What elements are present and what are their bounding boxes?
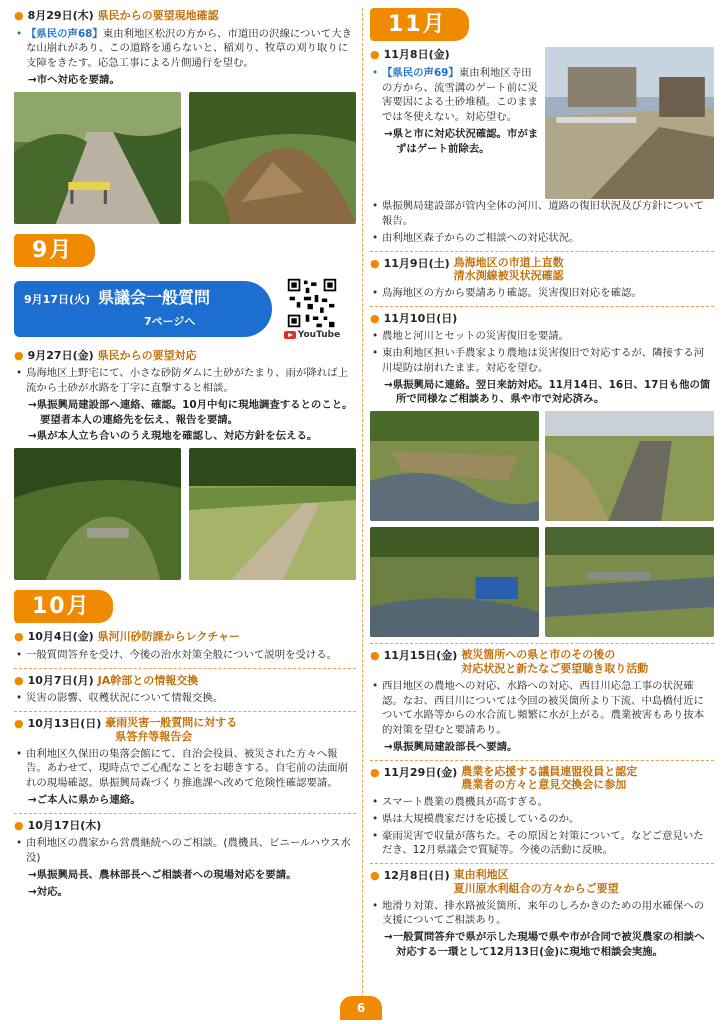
response-text: →県振興局に連絡。翌日来訪対応。11月14日、16日、17日も他の箇所で同様なご相談あり、県や市で対応済み。 [384, 378, 711, 406]
collapsed-slope-photo [189, 92, 356, 224]
river-bank-photo-1 [370, 411, 539, 521]
section-date: 9月27日(金) [27, 348, 94, 362]
section-date: 10月13日(日) [27, 717, 102, 731]
list-item: • 鳥海地区上野宅にて、小さな砂防ダムに土砂がたまり、雨が降れば上流から土砂が水路を丁字に直撃すると相談。 [14, 366, 356, 396]
section-date: 11月15日(金) [383, 649, 458, 663]
left-column [14, 8, 356, 901]
sabo-dam-photo [14, 448, 181, 580]
section-title: JA幹部との情報交換 [97, 673, 199, 687]
nov8-block [370, 47, 714, 199]
section-date: 8月29日(木) [27, 9, 94, 22]
response-text: →県振興局長、農林部長へご相談者への現場対応を要請。 [28, 868, 297, 881]
section-date: 10月7日(月) [27, 673, 94, 687]
bullet-dot-icon: ● [14, 818, 24, 832]
list-item: • 西目地区の農地への対応、水路への対応、西目川応急工事の状況確認。なお、西目川については今回の被災箇所より下流、中島橋付近について水路等からの水合流し頻繁に水が上がる。農業被害もあり抜本的対策を望むと要請あり。 [370, 679, 714, 738]
section-header-nov10 [370, 311, 714, 327]
photo-grid [370, 411, 714, 637]
list-item: • 由利地区久保田の集落会館にて、自治会役員、被災された方々へ報告。あわせて、現時点でご心配なことをお聴きする。自宅前の法面崩れの現場確認。県振興局森づくり推進課へ改めて危険性確認要請。 [14, 747, 356, 791]
section-title: 県民からの要望現地確認 [97, 9, 219, 22]
banner-page-ref: 7ページへ [144, 315, 196, 328]
list-item: • 一般質問答弁を受け、今後の治水対策全般について説明を受ける。 [14, 648, 356, 663]
field-road-photo [189, 448, 356, 580]
gate-sediment-photo [545, 47, 714, 199]
divider [370, 760, 714, 761]
section-title [461, 765, 637, 793]
response-text: →県振興局建設部へ連絡、確認。10月中旬に現地調査するとのこと。要望者本人の連絡先を伝え、報告を要請。 [28, 398, 353, 426]
list-item: • 由利地区の農家から営農継続へのご相談。(農機具、ビニールハウス水没) [14, 836, 356, 866]
list-item: • スマート農業の農機具が高すぎる。 [370, 795, 714, 810]
bullet-dot-icon: ● [370, 256, 380, 270]
landslide-road-photo [14, 92, 181, 224]
section-title [454, 868, 619, 896]
response-text: →対応。 [28, 885, 68, 898]
section-date: 12月8日(日) [383, 869, 450, 883]
section-header-nov8 [370, 47, 539, 63]
column-divider [362, 8, 363, 1008]
river-bank-photo-2 [545, 411, 714, 521]
bullet-dot-icon: ● [14, 9, 24, 22]
response-text: →ご本人に県から連絡。 [28, 793, 141, 806]
right-column [370, 8, 714, 962]
title-line: 対応状況と新たなご要望聴き取り活動 [461, 661, 649, 675]
photo-row [14, 92, 356, 224]
item-text: 東由利地区寺田の方から、流雪溝のゲート前に災害要因による土砂堆積。このままでは冬使えない。対応望む。 [382, 66, 538, 124]
page-number: 6 [340, 996, 382, 1020]
assembly-link-button[interactable] [14, 281, 272, 337]
month-header-oct [14, 586, 356, 629]
list-item: • 災害の影響、収穫状況について情報交換。 [14, 691, 356, 706]
bullet-dot-icon: ● [14, 630, 24, 644]
item-text: 東由利地区松沢の方から、市道田の沢線について大きな山崩れがあり、この道路を通らないと、稲刈り、牧草の刈り取りに支障をきたす。応急工事による片側通行を望む。 [26, 27, 352, 70]
title-line: 県答弁等報告会 [115, 729, 193, 743]
section-header-oct17 [14, 818, 356, 834]
month-label: 11月 [370, 8, 469, 41]
title-line: 豪雨災害一般質問に対する [105, 716, 238, 730]
response-text: →県が本人立ち合いのうえ現地を確認し、対応方針を伝える。 [28, 430, 318, 443]
section-title [105, 716, 237, 744]
section-title: 県河川砂防課からレクチャー [97, 630, 241, 644]
section-date: 11月8日(金) [383, 48, 450, 62]
bullet-dot-icon: ● [370, 765, 380, 779]
bullet-dot-icon: ● [370, 311, 380, 325]
youtube-label: YouTube [297, 329, 341, 340]
title-line: 農業者の方々と意見交換会に参加 [461, 778, 627, 792]
month-label: 10月 [14, 590, 113, 623]
section-date: 10月4日(金) [27, 630, 94, 644]
section-header-aug29 [14, 8, 356, 24]
section-date: 11月29日(金) [383, 765, 458, 779]
citizen-voice-tag: 【県民の声69】 [382, 66, 459, 79]
month-header-sep [14, 230, 356, 273]
list-item: • 豪雨災害で収量が落ちた。その原因と対策について。などご意見いただき、12月県議会で質疑等。今後の活動に反映。 [370, 829, 714, 859]
list-item: • 県は大規模農家だけを応援しているのか。 [370, 812, 714, 827]
title-line: 鳥海地区の市道上直数 [453, 255, 564, 269]
divider [14, 711, 356, 712]
section-header-oct13 [14, 716, 356, 744]
divider [370, 306, 714, 307]
list-item: • 農地と河川とセットの災害復旧を要請。 [370, 329, 714, 344]
bullet-dot-icon: ● [370, 869, 380, 883]
month-label: 9月 [14, 234, 95, 267]
citizen-voice-tag: 【県民の声68】 [26, 27, 103, 40]
divider [370, 863, 714, 864]
section-title: 県民からの要望対応 [97, 348, 197, 362]
river-bank-photo-3 [370, 527, 539, 637]
section-header-dec8 [370, 868, 714, 896]
title-line: 東由利地区 [453, 868, 509, 882]
response-text: →一般質問答弁で県が示した現場で県や市が合同で被災農家の相談へ対応する一環として12月13日(金)に現地で相談会実施。 [384, 931, 705, 958]
list-item: • 県振興局建設部が管内全体の河川、道路の復旧状況及び方針について報告。 [370, 199, 714, 229]
section-header-oct4 [14, 629, 356, 645]
section-header-nov9 [370, 256, 714, 284]
month-header-nov [370, 4, 714, 47]
section-header-nov29 [370, 765, 714, 793]
title-line: 清水渕線被災状況確認 [453, 269, 564, 283]
response-text: →県振興局建設部長へ要請。 [384, 740, 518, 753]
title-line: 被災箇所への県と市のその後の [461, 648, 616, 662]
title-line: 農業を応援する議員連盟役員と認定 [461, 764, 638, 778]
bullet-dot-icon: ● [14, 717, 24, 731]
section-title [454, 256, 564, 284]
divider [14, 813, 356, 814]
assembly-question-banner [14, 277, 356, 342]
banner-date: 9月17日(火) [24, 293, 91, 307]
list-item [14, 27, 356, 71]
title-line: 夏川原水利組合の方々からご要望 [453, 881, 619, 895]
youtube-icon [284, 331, 296, 339]
youtube-link[interactable] [284, 329, 340, 342]
section-date: 10月17日(木) [27, 818, 102, 832]
list-item: • 東由利地区担い手農家より農地は災害復旧で対応するが、隣接する河川堤防は崩れたまま。対応を望む。 [370, 346, 714, 376]
list-item [370, 66, 539, 125]
divider [370, 251, 714, 252]
photo-row [14, 448, 356, 580]
divider [14, 668, 356, 669]
list-item: • 鳥海地区の方から要請あり確認。災害復旧対応を確認。 [370, 286, 714, 301]
bullet-dot-icon: ● [370, 649, 380, 663]
bullet-dot-icon: ● [370, 48, 380, 62]
list-item: • 地滑り対策、排水路被災箇所、来年のしろかきのための用水確保への支援についてご相談あり。 [370, 899, 714, 929]
banner-title: 県議会一般質問 [98, 288, 211, 308]
section-header-oct7 [14, 673, 356, 689]
response-text: →県と市に対応状況確認。市がまずはゲート前除去。 [384, 127, 539, 155]
section-title [461, 648, 648, 676]
river-bank-photo-4 [545, 527, 714, 637]
section-date: 11月10日(日) [383, 311, 458, 325]
section-date: 11月9日(土) [383, 256, 450, 270]
section-header-sep27 [14, 348, 356, 364]
list-item: • 由利地区森子からのご相談への対応状況。 [370, 231, 714, 246]
bullet-dot-icon: ● [14, 348, 24, 362]
qr-code-icon[interactable] [280, 277, 344, 329]
bullet-dot-icon: ● [14, 673, 24, 687]
qr-block [280, 277, 344, 342]
section-header-nov15 [370, 648, 714, 676]
response-text: →市へ対応を要請。 [28, 73, 120, 86]
divider [370, 643, 714, 644]
